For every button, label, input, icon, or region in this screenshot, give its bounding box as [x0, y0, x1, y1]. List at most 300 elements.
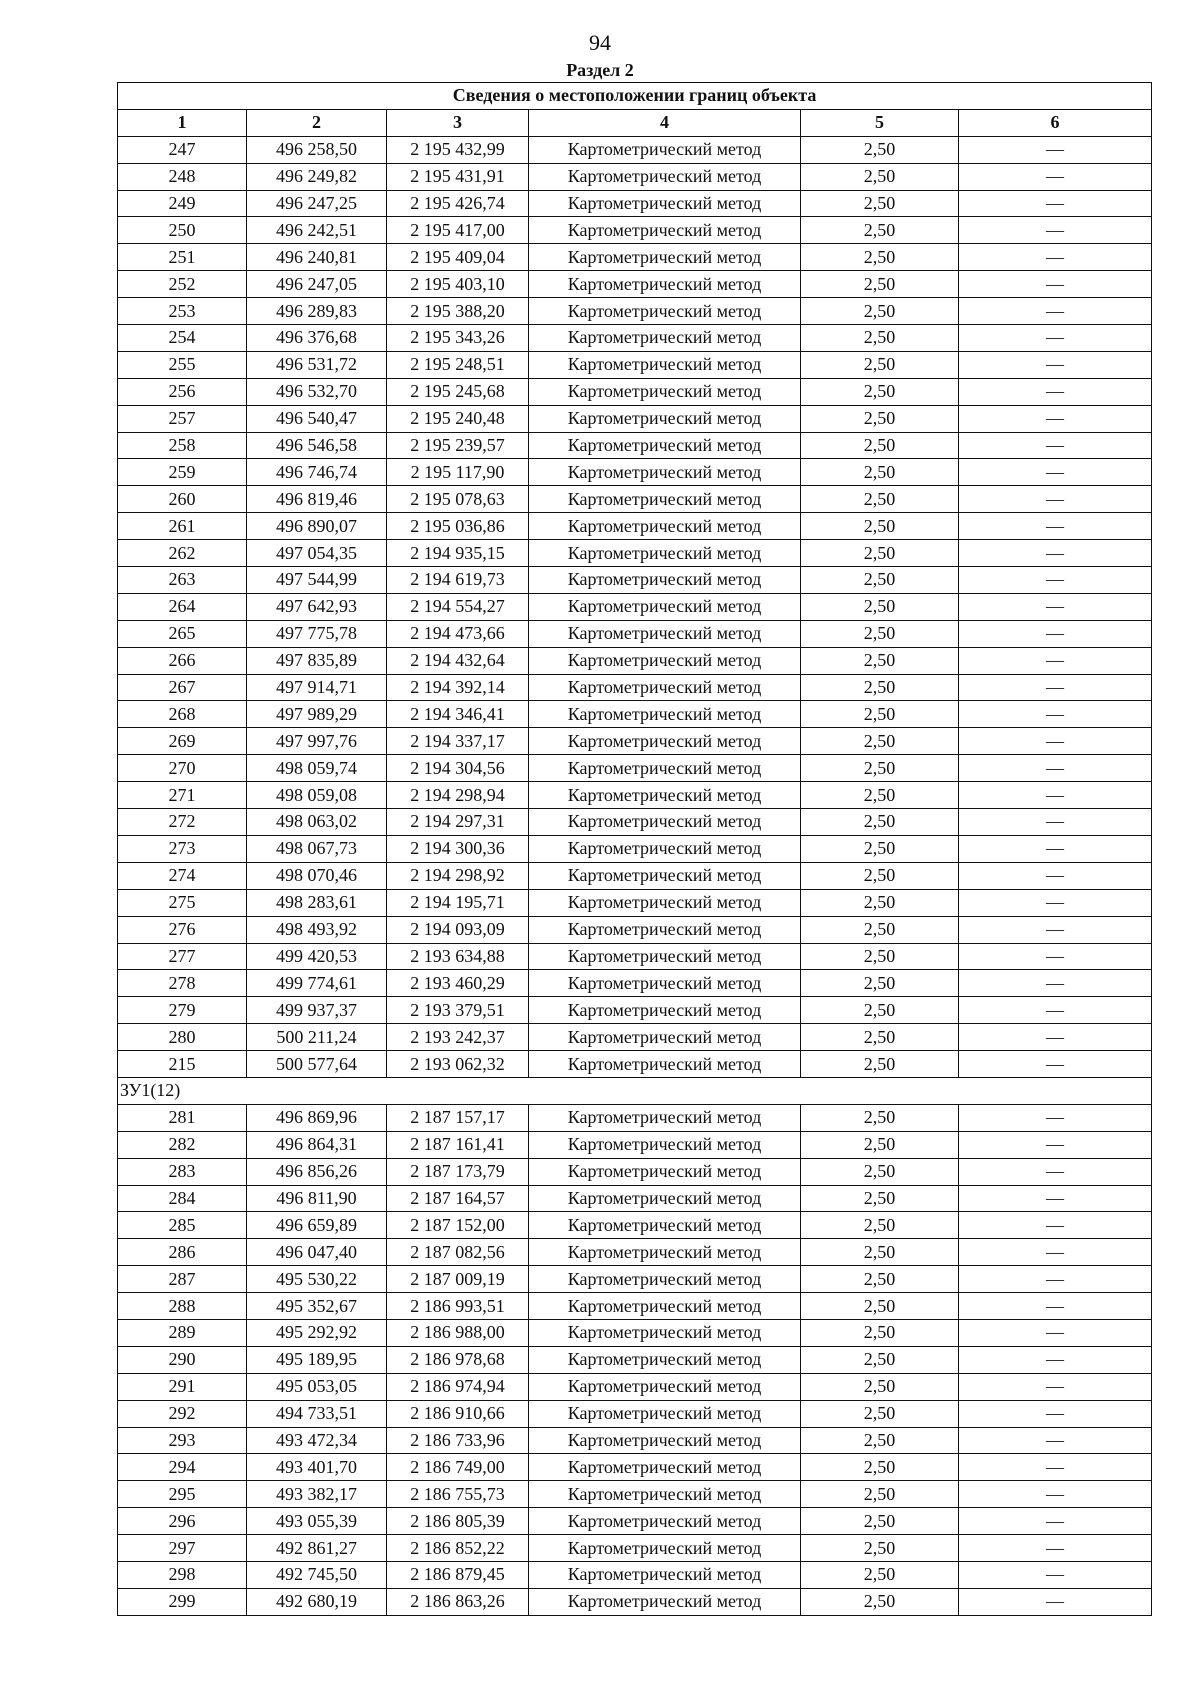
method-cell: Картометрический метод	[529, 1158, 801, 1185]
description-cell: —	[959, 1588, 1152, 1615]
point-number-cell: 274	[118, 862, 247, 889]
y-coordinate-cell: 2 194 195,71	[387, 889, 529, 916]
point-number-cell: 252	[118, 271, 247, 298]
y-coordinate-cell: 2 187 009,19	[387, 1266, 529, 1293]
table-row	[118, 459, 1152, 486]
description-cell: —	[959, 1239, 1152, 1266]
method-cell: Картометрический метод	[529, 943, 801, 970]
x-coordinate-cell: 499 774,61	[247, 970, 387, 997]
method-cell: Картометрический метод	[529, 1481, 801, 1508]
method-cell: Картометрический метод	[529, 567, 801, 594]
x-coordinate-cell: 496 869,96	[247, 1104, 387, 1131]
point-number-cell: 290	[118, 1346, 247, 1373]
description-cell: —	[959, 1266, 1152, 1293]
accuracy-cell: 2,50	[801, 163, 959, 190]
point-number-cell: 280	[118, 1024, 247, 1051]
description-cell: —	[959, 244, 1152, 271]
accuracy-cell: 2,50	[801, 835, 959, 862]
description-cell: —	[959, 970, 1152, 997]
accuracy-cell: 2,50	[801, 674, 959, 701]
x-coordinate-cell: 500 577,64	[247, 1051, 387, 1078]
x-coordinate-cell: 496 247,05	[247, 271, 387, 298]
point-number-cell: 263	[118, 567, 247, 594]
description-cell: —	[959, 674, 1152, 701]
method-cell: Картометрический метод	[529, 1104, 801, 1131]
point-number-cell: 255	[118, 351, 247, 378]
accuracy-cell: 2,50	[801, 593, 959, 620]
point-number-cell: 251	[118, 244, 247, 271]
table-row	[118, 1212, 1152, 1239]
method-cell: Картометрический метод	[529, 1266, 801, 1293]
y-coordinate-cell: 2 194 346,41	[387, 701, 529, 728]
x-coordinate-cell: 497 544,99	[247, 567, 387, 594]
point-number-cell: 270	[118, 755, 247, 782]
accuracy-cell: 2,50	[801, 1185, 959, 1212]
y-coordinate-cell: 2 195 240,48	[387, 405, 529, 432]
x-coordinate-cell: 496 890,07	[247, 513, 387, 540]
y-coordinate-cell: 2 186 974,94	[387, 1373, 529, 1400]
accuracy-cell: 2,50	[801, 190, 959, 217]
y-coordinate-cell: 2 195 248,51	[387, 351, 529, 378]
description-cell: —	[959, 593, 1152, 620]
x-coordinate-cell: 499 937,37	[247, 997, 387, 1024]
description-cell: —	[959, 271, 1152, 298]
method-cell: Картометрический метод	[529, 1588, 801, 1615]
y-coordinate-cell: 2 186 879,45	[387, 1561, 529, 1588]
table-row	[118, 1158, 1152, 1185]
x-coordinate-cell: 493 055,39	[247, 1508, 387, 1535]
y-coordinate-cell: 2 194 554,27	[387, 593, 529, 620]
point-number-cell: 297	[118, 1535, 247, 1562]
y-coordinate-cell: 2 194 300,36	[387, 835, 529, 862]
accuracy-cell: 2,50	[801, 889, 959, 916]
accuracy-cell: 2,50	[801, 351, 959, 378]
y-coordinate-cell: 2 186 910,66	[387, 1400, 529, 1427]
table-row	[118, 620, 1152, 647]
column-number: 2	[247, 109, 387, 136]
method-cell: Картометрический метод	[529, 486, 801, 513]
accuracy-cell: 2,50	[801, 970, 959, 997]
accuracy-cell: 2,50	[801, 1293, 959, 1320]
description-cell: —	[959, 1346, 1152, 1373]
y-coordinate-cell: 2 195 343,26	[387, 325, 529, 352]
x-coordinate-cell: 496 249,82	[247, 163, 387, 190]
point-number-cell: 273	[118, 835, 247, 862]
point-number-cell: 258	[118, 432, 247, 459]
accuracy-cell: 2,50	[801, 943, 959, 970]
description-cell: —	[959, 163, 1152, 190]
x-coordinate-cell: 500 211,24	[247, 1024, 387, 1051]
table-row	[118, 593, 1152, 620]
x-coordinate-cell: 498 063,02	[247, 809, 387, 836]
accuracy-cell: 2,50	[801, 1239, 959, 1266]
method-cell: Картометрический метод	[529, 405, 801, 432]
accuracy-cell: 2,50	[801, 1212, 959, 1239]
description-cell: —	[959, 755, 1152, 782]
column-number: 3	[387, 109, 529, 136]
x-coordinate-cell: 496 540,47	[247, 405, 387, 432]
point-number-cell: 294	[118, 1454, 247, 1481]
accuracy-cell: 2,50	[801, 513, 959, 540]
table-row	[118, 486, 1152, 513]
accuracy-cell: 2,50	[801, 405, 959, 432]
point-number-cell: 247	[118, 136, 247, 163]
table-row	[118, 1588, 1152, 1615]
method-cell: Картометрический метод	[529, 1024, 801, 1051]
accuracy-cell: 2,50	[801, 136, 959, 163]
group-row	[118, 1077, 1152, 1104]
point-number-cell: 289	[118, 1319, 247, 1346]
column-number: 6	[959, 109, 1152, 136]
y-coordinate-cell: 2 194 337,17	[387, 728, 529, 755]
table-row	[118, 163, 1152, 190]
accuracy-cell: 2,50	[801, 459, 959, 486]
y-coordinate-cell: 2 195 432,99	[387, 136, 529, 163]
point-number-cell: 293	[118, 1427, 247, 1454]
point-number-cell: 292	[118, 1400, 247, 1427]
point-number-cell: 291	[118, 1373, 247, 1400]
method-cell: Картометрический метод	[529, 1373, 801, 1400]
x-coordinate-cell: 498 283,61	[247, 889, 387, 916]
point-number-cell: 261	[118, 513, 247, 540]
description-cell: —	[959, 1158, 1152, 1185]
point-number-cell: 260	[118, 486, 247, 513]
x-coordinate-cell: 498 059,74	[247, 755, 387, 782]
method-cell: Картометрический метод	[529, 1561, 801, 1588]
method-cell: Картометрический метод	[529, 1239, 801, 1266]
method-cell: Картометрический метод	[529, 1051, 801, 1078]
y-coordinate-cell: 2 193 379,51	[387, 997, 529, 1024]
point-number-cell: 267	[118, 674, 247, 701]
y-coordinate-cell: 2 195 417,00	[387, 217, 529, 244]
point-number-cell: 296	[118, 1508, 247, 1535]
method-cell: Картометрический метод	[529, 1400, 801, 1427]
accuracy-cell: 2,50	[801, 1588, 959, 1615]
column-number: 1	[118, 109, 247, 136]
description-cell: —	[959, 1535, 1152, 1562]
table-row	[118, 701, 1152, 728]
x-coordinate-cell: 496 258,50	[247, 136, 387, 163]
method-cell: Картометрический метод	[529, 244, 801, 271]
method-cell: Картометрический метод	[529, 701, 801, 728]
accuracy-cell: 2,50	[801, 620, 959, 647]
method-cell: Картометрический метод	[529, 378, 801, 405]
description-cell: —	[959, 1293, 1152, 1320]
method-cell: Картометрический метод	[529, 755, 801, 782]
y-coordinate-cell: 2 187 161,41	[387, 1131, 529, 1158]
description-cell: —	[959, 1051, 1152, 1078]
method-cell: Картометрический метод	[529, 432, 801, 459]
description-cell: —	[959, 136, 1152, 163]
description-cell: —	[959, 513, 1152, 540]
accuracy-cell: 2,50	[801, 1104, 959, 1131]
table-row	[118, 298, 1152, 325]
x-coordinate-cell: 493 401,70	[247, 1454, 387, 1481]
description-cell: —	[959, 1400, 1152, 1427]
method-cell: Картометрический метод	[529, 593, 801, 620]
accuracy-cell: 2,50	[801, 1158, 959, 1185]
accuracy-cell: 2,50	[801, 540, 959, 567]
description-cell: —	[959, 1373, 1152, 1400]
point-number-cell: 271	[118, 782, 247, 809]
point-number-cell: 279	[118, 997, 247, 1024]
method-cell: Картометрический метод	[529, 809, 801, 836]
table-row	[118, 970, 1152, 997]
method-cell: Картометрический метод	[529, 163, 801, 190]
table-row	[118, 567, 1152, 594]
table-row	[118, 862, 1152, 889]
point-number-cell: 249	[118, 190, 247, 217]
x-coordinate-cell: 497 914,71	[247, 674, 387, 701]
y-coordinate-cell: 2 193 062,32	[387, 1051, 529, 1078]
x-coordinate-cell: 496 376,68	[247, 325, 387, 352]
y-coordinate-cell: 2 186 978,68	[387, 1346, 529, 1373]
accuracy-cell: 2,50	[801, 755, 959, 782]
table-row	[118, 513, 1152, 540]
description-cell: —	[959, 1131, 1152, 1158]
description-cell: —	[959, 620, 1152, 647]
x-coordinate-cell: 497 989,29	[247, 701, 387, 728]
x-coordinate-cell: 495 189,95	[247, 1346, 387, 1373]
description-cell: —	[959, 1024, 1152, 1051]
y-coordinate-cell: 2 187 082,56	[387, 1239, 529, 1266]
accuracy-cell: 2,50	[801, 1346, 959, 1373]
y-coordinate-cell: 2 195 431,91	[387, 163, 529, 190]
point-number-cell: 283	[118, 1158, 247, 1185]
table-row	[118, 190, 1152, 217]
point-number-cell: 265	[118, 620, 247, 647]
y-coordinate-cell: 2 194 619,73	[387, 567, 529, 594]
table-row	[118, 1104, 1152, 1131]
description-cell: —	[959, 540, 1152, 567]
method-cell: Картометрический метод	[529, 862, 801, 889]
table-row	[118, 835, 1152, 862]
y-coordinate-cell: 2 193 460,29	[387, 970, 529, 997]
table-row	[118, 1481, 1152, 1508]
table-row	[118, 325, 1152, 352]
table-row	[118, 1024, 1152, 1051]
y-coordinate-cell: 2 186 805,39	[387, 1508, 529, 1535]
point-number-cell: 257	[118, 405, 247, 432]
point-number-cell: 284	[118, 1185, 247, 1212]
x-coordinate-cell: 496 242,51	[247, 217, 387, 244]
point-number-cell: 266	[118, 647, 247, 674]
x-coordinate-cell: 499 420,53	[247, 943, 387, 970]
table-row	[118, 1400, 1152, 1427]
table-row	[118, 1293, 1152, 1320]
accuracy-cell: 2,50	[801, 1535, 959, 1562]
table-row	[118, 782, 1152, 809]
y-coordinate-cell: 2 195 403,10	[387, 271, 529, 298]
description-cell: —	[959, 190, 1152, 217]
accuracy-cell: 2,50	[801, 1481, 959, 1508]
x-coordinate-cell: 494 733,51	[247, 1400, 387, 1427]
point-number-cell: 268	[118, 701, 247, 728]
point-number-cell: 295	[118, 1481, 247, 1508]
table-row	[118, 1427, 1152, 1454]
point-number-cell: 282	[118, 1131, 247, 1158]
accuracy-cell: 2,50	[801, 647, 959, 674]
table-row	[118, 916, 1152, 943]
accuracy-cell: 2,50	[801, 916, 959, 943]
x-coordinate-cell: 492 680,19	[247, 1588, 387, 1615]
method-cell: Картометрический метод	[529, 1427, 801, 1454]
method-cell: Картометрический метод	[529, 1454, 801, 1481]
method-cell: Картометрический метод	[529, 916, 801, 943]
table-row	[118, 997, 1152, 1024]
accuracy-cell: 2,50	[801, 432, 959, 459]
description-cell: —	[959, 378, 1152, 405]
table-caption: Сведения о местоположении границ объекта	[118, 83, 1152, 110]
method-cell: Картометрический метод	[529, 782, 801, 809]
accuracy-cell: 2,50	[801, 298, 959, 325]
y-coordinate-cell: 2 186 993,51	[387, 1293, 529, 1320]
accuracy-cell: 2,50	[801, 1373, 959, 1400]
x-coordinate-cell: 492 861,27	[247, 1535, 387, 1562]
y-coordinate-cell: 2 195 245,68	[387, 378, 529, 405]
y-coordinate-cell: 2 195 388,20	[387, 298, 529, 325]
point-number-cell: 287	[118, 1266, 247, 1293]
section-title: Раздел 2	[566, 60, 634, 80]
method-cell: Картометрический метод	[529, 620, 801, 647]
table-row	[118, 1561, 1152, 1588]
y-coordinate-cell: 2 187 164,57	[387, 1185, 529, 1212]
y-coordinate-cell: 2 194 298,92	[387, 862, 529, 889]
y-coordinate-cell: 2 195 078,63	[387, 486, 529, 513]
description-cell: —	[959, 325, 1152, 352]
description-cell: —	[959, 1561, 1152, 1588]
y-coordinate-cell: 2 186 755,73	[387, 1481, 529, 1508]
table-row	[118, 809, 1152, 836]
boundary-coordinates-table	[117, 82, 1152, 1616]
x-coordinate-cell: 496 289,83	[247, 298, 387, 325]
table-row	[118, 1185, 1152, 1212]
method-cell: Картометрический метод	[529, 325, 801, 352]
point-number-cell: 278	[118, 970, 247, 997]
x-coordinate-cell: 496 819,46	[247, 486, 387, 513]
method-cell: Картометрический метод	[529, 271, 801, 298]
column-number-row	[118, 109, 1152, 136]
point-number-cell: 248	[118, 163, 247, 190]
y-coordinate-cell: 2 186 863,26	[387, 1588, 529, 1615]
accuracy-cell: 2,50	[801, 782, 959, 809]
point-number-cell: 259	[118, 459, 247, 486]
accuracy-cell: 2,50	[801, 486, 959, 513]
x-coordinate-cell: 497 775,78	[247, 620, 387, 647]
column-number: 4	[529, 109, 801, 136]
description-cell: —	[959, 1185, 1152, 1212]
point-number-cell: 215	[118, 1051, 247, 1078]
method-cell: Картометрический метод	[529, 1535, 801, 1562]
method-cell: Картометрический метод	[529, 728, 801, 755]
description-cell: —	[959, 298, 1152, 325]
description-cell: —	[959, 1508, 1152, 1535]
x-coordinate-cell: 498 493,92	[247, 916, 387, 943]
x-coordinate-cell: 496 247,25	[247, 190, 387, 217]
x-coordinate-cell: 497 835,89	[247, 647, 387, 674]
x-coordinate-cell: 496 047,40	[247, 1239, 387, 1266]
x-coordinate-cell: 498 059,08	[247, 782, 387, 809]
point-number-cell: 299	[118, 1588, 247, 1615]
y-coordinate-cell: 2 193 242,37	[387, 1024, 529, 1051]
method-cell: Картометрический метод	[529, 1319, 801, 1346]
description-cell: —	[959, 432, 1152, 459]
description-cell: —	[959, 728, 1152, 755]
table-row	[118, 1131, 1152, 1158]
y-coordinate-cell: 2 186 852,22	[387, 1535, 529, 1562]
accuracy-cell: 2,50	[801, 1400, 959, 1427]
accuracy-cell: 2,50	[801, 325, 959, 352]
table-row	[118, 1535, 1152, 1562]
method-cell: Картометрический метод	[529, 674, 801, 701]
point-number-cell: 272	[118, 809, 247, 836]
accuracy-cell: 2,50	[801, 1051, 959, 1078]
description-cell: —	[959, 835, 1152, 862]
table-row	[118, 351, 1152, 378]
method-cell: Картометрический метод	[529, 997, 801, 1024]
y-coordinate-cell: 2 194 304,56	[387, 755, 529, 782]
description-cell: —	[959, 351, 1152, 378]
accuracy-cell: 2,50	[801, 1131, 959, 1158]
x-coordinate-cell: 496 811,90	[247, 1185, 387, 1212]
description-cell: —	[959, 862, 1152, 889]
y-coordinate-cell: 2 194 432,64	[387, 647, 529, 674]
table-row	[118, 1508, 1152, 1535]
accuracy-cell: 2,50	[801, 217, 959, 244]
y-coordinate-cell: 2 195 036,86	[387, 513, 529, 540]
method-cell: Картометрический метод	[529, 1508, 801, 1535]
table-row	[118, 1454, 1152, 1481]
point-number-cell: 262	[118, 540, 247, 567]
point-number-cell: 298	[118, 1561, 247, 1588]
description-cell: —	[959, 889, 1152, 916]
table-row	[118, 1239, 1152, 1266]
accuracy-cell: 2,50	[801, 1561, 959, 1588]
point-number-cell: 285	[118, 1212, 247, 1239]
table-row	[118, 647, 1152, 674]
y-coordinate-cell: 2 194 935,15	[387, 540, 529, 567]
table-row	[118, 1319, 1152, 1346]
description-cell: —	[959, 916, 1152, 943]
x-coordinate-cell: 498 067,73	[247, 835, 387, 862]
method-cell: Картометрический метод	[529, 136, 801, 163]
x-coordinate-cell: 498 070,46	[247, 862, 387, 889]
description-cell: —	[959, 782, 1152, 809]
point-number-cell: 286	[118, 1239, 247, 1266]
table-row	[118, 1051, 1152, 1078]
accuracy-cell: 2,50	[801, 1266, 959, 1293]
accuracy-cell: 2,50	[801, 567, 959, 594]
table-row	[118, 1266, 1152, 1293]
table-row	[118, 755, 1152, 782]
accuracy-cell: 2,50	[801, 1427, 959, 1454]
table-row	[118, 728, 1152, 755]
y-coordinate-cell: 2 193 634,88	[387, 943, 529, 970]
method-cell: Картометрический метод	[529, 1293, 801, 1320]
description-cell: —	[959, 1319, 1152, 1346]
point-number-cell: 264	[118, 593, 247, 620]
y-coordinate-cell: 2 187 157,17	[387, 1104, 529, 1131]
description-cell: —	[959, 943, 1152, 970]
y-coordinate-cell: 2 186 733,96	[387, 1427, 529, 1454]
table-caption-row	[118, 83, 1152, 110]
y-coordinate-cell: 2 195 426,74	[387, 190, 529, 217]
method-cell: Картометрический метод	[529, 298, 801, 325]
point-number-cell: 281	[118, 1104, 247, 1131]
page-number: 94	[589, 30, 611, 55]
accuracy-cell: 2,50	[801, 378, 959, 405]
description-cell: —	[959, 405, 1152, 432]
